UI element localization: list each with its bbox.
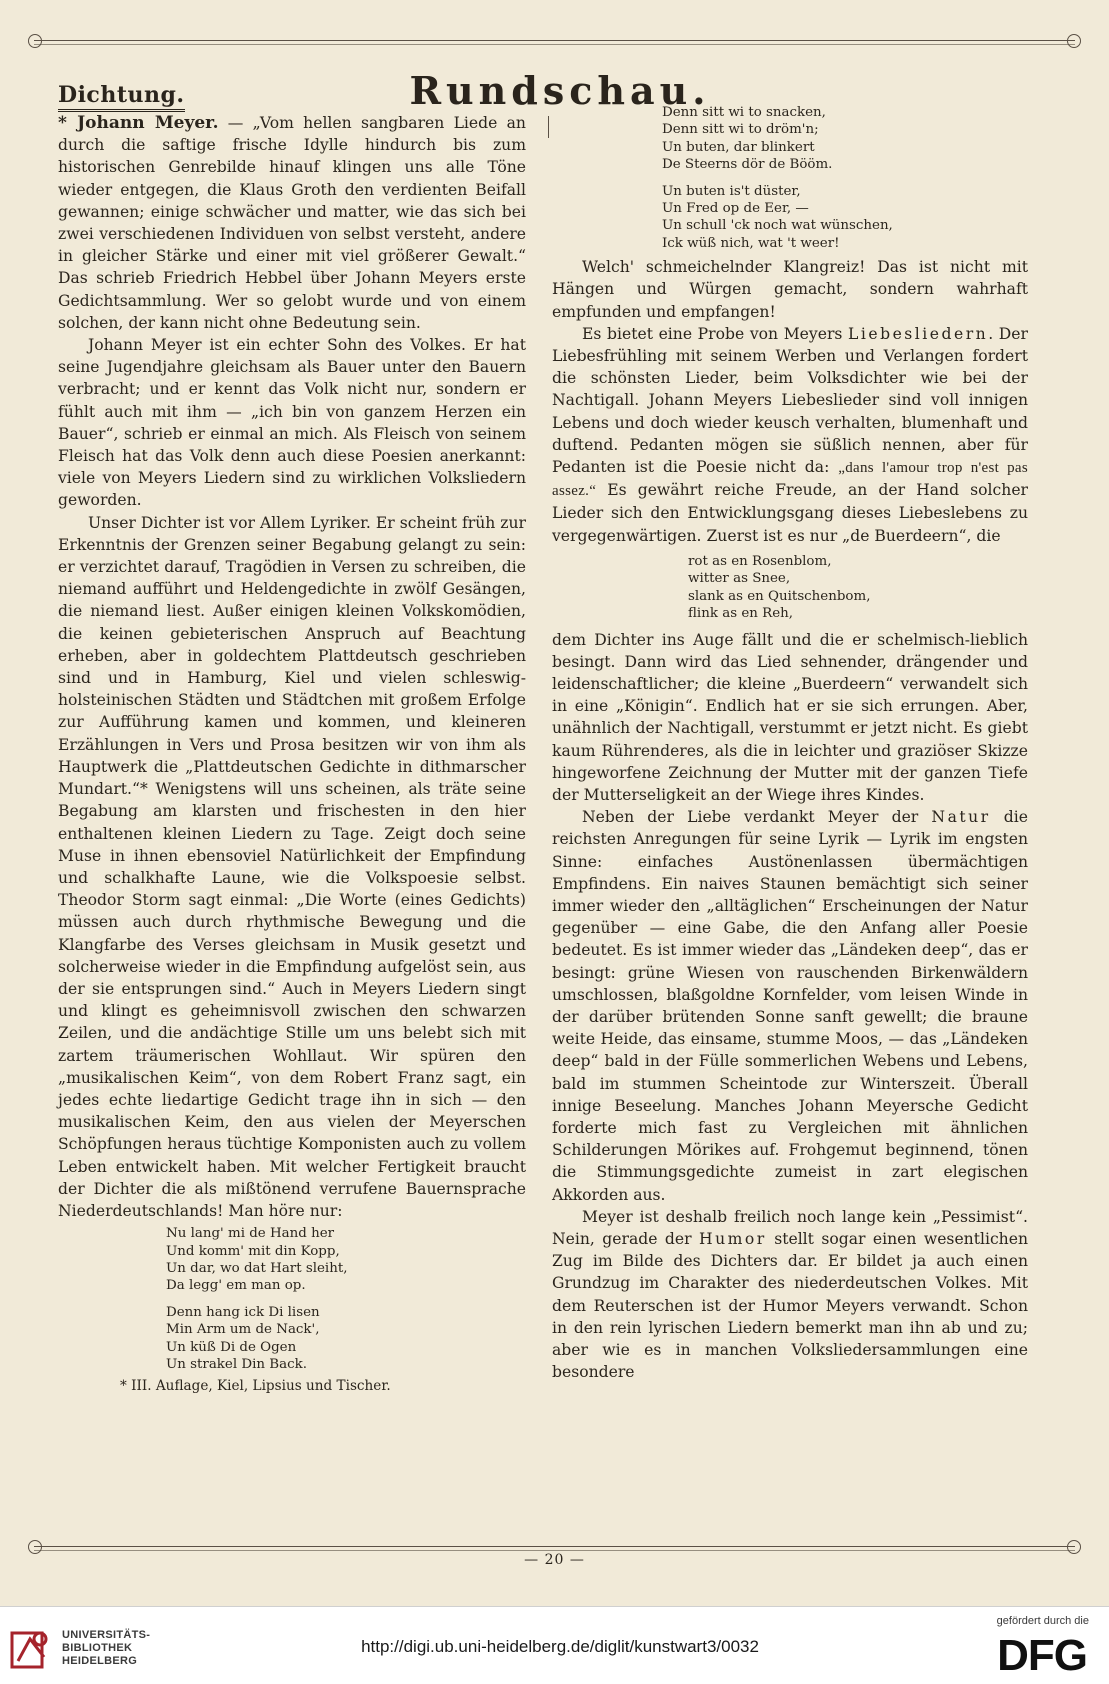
article-paragraph: Unser Dichter ist vor Allem Lyriker. Er scheint früh zur Erkenntnis der Grenzen seiner Begabung gelangt zu sein: er verzichtet darauf, Tragödien in Versen zu schreiben, die niemand aufführt und Heldengedichte in zwölf Gesängen, die niemand liest. Außer einigen kleinen Volkskomödien, die keinen gebieterischen Anspruch auf Beachtung erheben, aber in goldechtem Plattdeutsch geschrieben sind und in Hamburg, Kiel und vielen schleswig-holsteinischen Städten und Städtchen mit großem Erfolge zur Aufführung kamen und kommen, und kleineren Erzählungen in Vers und Prosa besitzen wir von ihm als Hauptwerk die „Plattdeutschen Gedichte in dithmarscher Mundart.“* Wenigstens will uns scheinen, als träte seine Begabung am klarsten und frischesten in den hier enthaltenen kleinen Liedern zu Tage. Zeigt doch seine Muse in ihnen ebensoviel Natürlichkeit der Empfindung und schalkhafte Laune, wie die Volkspoesie selbst. Theodor Storm sagt einmal: „Die Worte (eines Gedichts) müssen auch durch rhythmische Bewegung und die Klangfarbe des Verses gleichsam in Musik gesetzt und solcherweise wieder in die Empfindung aufgelöst sein, aus der sie entsprungen sind.“ Auch in Meyers Liedern singt und klingt es geheimnisvoll zwischen den schwarzen Zeilen, und die andächtige Stille um uns belebt sich mit zartem träumerischen Wohllaut. Wir spüren den „musikalischen Keim“, von dem Robert Franz sagt, ein jedes echte liedartige Gedicht trage ihn in sich — den musikalischen Keim, den aus vielen der Meyerschen Schöpfungen heraus tüchtige Komponisten auch zu vollem Leben entwickelt haben. Mit welcher Fertigkeit braucht der Dichter die als mißtönend verrufene Bauernsprache Niederdeutschlands! Man höre nur:	[58, 513, 526, 1220]
section-label: Dichtung.	[58, 82, 185, 112]
right-column	[552, 105, 1028, 1383]
corner-ornament	[1067, 34, 1081, 48]
poem-line: Un dar, wo dat Hart sleiht,	[166, 1260, 348, 1276]
poem-line: Un küß Di de Ogen	[166, 1339, 297, 1355]
permalink-url[interactable]: http://digi.ub.uni-heidelberg.de/diglit/kunstwart3/0032	[361, 1637, 759, 1656]
poem-line: rot as en Rosenblom,	[688, 553, 832, 569]
poem-line: Und komm' mit din Kopp,	[166, 1243, 340, 1259]
poem	[552, 104, 1028, 252]
poem	[552, 553, 1028, 623]
poem-line: Un buten, dar blinkert	[662, 139, 815, 155]
spaced-emphasis: Natur	[931, 808, 991, 827]
corner-ornament	[28, 34, 42, 48]
poem	[58, 1225, 526, 1373]
latin-quote: „dans l'amour trop n'est pas assez.“	[552, 460, 1028, 500]
top-rule-inner	[34, 44, 1075, 45]
poem-line: De Steerns dör de Bööm.	[662, 157, 833, 173]
poem-line: Denn hang ick Di lisen	[166, 1304, 320, 1320]
poem-line: Denn sitt wi to snacken,	[662, 105, 826, 120]
poem-line: Un schull 'ck noch wat wünschen,	[662, 218, 893, 234]
viewer-footer	[0, 1606, 1109, 1684]
university-library-name: UNIVERSITÄTS- BIBLIOTHEK HEIDELBERG	[62, 1629, 151, 1667]
poem-line: slank as en Quitschenbom,	[688, 588, 871, 604]
top-rule	[34, 40, 1075, 41]
poem-stanza	[166, 1304, 526, 1374]
poem-line: flink as en Reh,	[688, 606, 794, 622]
article-paragraph: * Johann Meyer. — „Vom hellen sangbaren Liede an durch die saftige frische Idylle hindurch bis zum historischen Genrebilde hinauf klingen uns alle Töne wieder entgegen, die Klaus Groth den verdienten Beifall gewannen; einige schwächer und matter, wie das sich bei zwei verschiedenen Individuen von selbst versteht, andere in gleicher Stärke und einer mit viel größerer Gewalt.“ Das schrieb Friedrich Hebbel über Johann Meyers erste Gedichtsammlung. Wer so gelobt wurde und von einem solchen, der kann nicht ohne Bedeutung sein.	[58, 113, 526, 332]
bottom-rule	[34, 1546, 1075, 1547]
poem-stanza	[662, 183, 1028, 253]
dfg-logo: DFG	[997, 1631, 1087, 1680]
article-paragraph: Welch' schmeichelnder Klangreiz! Das ist nicht mit Hängen und Würgen gemacht, sondern wahrhaft empfunden und empfangen!	[552, 258, 1028, 321]
article-paragraph: Meyer ist deshalb freilich noch lange kein „Pessimist“. Nein, gerade der Humor stellt sogar einen wesentlichen Zug im Bilde des Dichters dar. Er bildet ja auch einen Grundzug im Charakter des niederdeutschen Volkes. Mit dem Reuterschen ist der Humor Meyers verwandt. Schon in den rein lyrischen Liedern bemerkt man ihn ab und zu; aber wie es in manchen Volksliedersammlungen eine besondere	[552, 1207, 1028, 1382]
article-heading: * Johann Meyer.	[58, 113, 219, 133]
article-paragraph: Neben der Liebe verdankt Meyer der Natur die reichsten Anregungen für seine Lyrik — Lyrik im engsten Sinne: einfaches Austönenlassen übermächtigen Empfindens. Ein naives Staunen bemächtigt sich seiner immer wieder den „alltäglichen“ Erscheinungen der Natur gegenüber — eine Gabe, die den Anfang aller Poesie bedeutet. Es ist immer wieder das „Ländeken deep“, das er besingt: grüne Wiesen von rauschenden Birkenwäldern umschlossen, blaßgoldne Kornfelder, vom leisen Winde in der darüber brütenden Sonne sanft gewellt; die braune weite Heide, das einsame, stumme Moos, — das „Ländeken deep“ bald in der Fülle sommerlichen Webens und Lebens, bald im stummen Scheintode zur Winterszeit. Überall innige Beseelung. Manches Johann Meyersche Gedicht forderte mich fast zu Vergleichen mit ähnlichen Schilderungen Mörikes auf. Frohgemut beginnend, tönen die Stimmungsgedichte zumeist in zart elegischen Akkorden aus.	[552, 808, 1028, 1204]
poem-line: Un buten is't düster,	[662, 183, 801, 199]
funding-note: gefördert durch die	[996, 1615, 1089, 1627]
poem-line: Da legg' em man op.	[166, 1278, 306, 1294]
spaced-emphasis: Liebesliedern	[848, 324, 989, 343]
left-column	[58, 112, 526, 1395]
footnote: * III. Auflage, Kiel, Lipsius und Tischer.	[120, 1378, 391, 1395]
poem-line: Min Arm um de Nack',	[166, 1322, 320, 1338]
poem-line: witter as Snee,	[688, 571, 791, 587]
article-paragraph: dem Dichter ins Auge fällt und die er schelmisch-lieblich besingt. Dann wird das Lied sehnender, drängender und leidenschaftlicher; die kleine „Buerdeern“ verwandelt sich in eine „Königin“. Endlich hat er sie sich errungen. Aber, unähnlich der Nachtigall, verstummt er jetzt nicht. Es giebt kaum Rührenderes, als die in leichter und graziöser Skizze hingeworfene Zeichnung der Mutter mit der ganzen Tiefe der Mutterseligkeit an der Wiege ihres Kindes.	[552, 630, 1028, 804]
page-number: — 20 —	[524, 1552, 585, 1568]
poem-stanza	[166, 1225, 526, 1295]
poem-line: Un Fred op de Eer, —	[662, 201, 809, 217]
poem-line: Ick wüß nich, wat 't weer!	[662, 235, 840, 251]
article-paragraph: Johann Meyer ist ein echter Sohn des Volkes. Er hat seine Jugendjahre gleichsam als Bauer unter den Bauern verbracht; und er kennt das Volk nicht nur, sondern er fühlt auch mit ihm — „ich bin von ganzem Herzen ein Bauer“, schrieb er einmal an mich. Als Fleisch von seinem Fleisch hat das Volk denn auch diese Poesien anerkannt: viele von Meyers Liedern sind zu wirklichen Volksliedern geworden.	[58, 336, 526, 510]
masthead-title: Rundschau.	[409, 68, 711, 113]
article-paragraph: Es bietet eine Probe von Meyers Liebesliedern. Der Liebesfrühling mit seinem Werben und Verlangen fordert die schönsten Lieder, beim Volksdichter wie bei der Nachtigall. Johann Meyers Liebeslieder sind voll innigen Lebens und doch wieder keusch verhalten, blumenhaft und duftend. Pedanten mögen sie süßlich nennen, aber für Pedanten ist die Poesie nicht da: „dans l'amour trop n'est pas assez.“ Es gewährt reiche Freude, an der Hand solcher Lieder sich den Entwicklungsgang dieses Liebeslebens zu vergegenwärtigen. Zuerst ist es nur „de Buerdeern“, die	[552, 324, 1028, 545]
poem-line: Denn sitt wi to dröm'n;	[662, 122, 819, 138]
poem-line: Un strakel Din Back.	[166, 1357, 307, 1372]
university-seal-icon	[10, 1627, 54, 1671]
poem-stanza	[688, 553, 1028, 623]
poem-line: Nu lang' mi de Hand her	[166, 1226, 335, 1242]
bottom-rule-inner	[34, 1550, 1075, 1551]
spaced-emphasis: Humor	[698, 1230, 767, 1248]
poem-stanza	[662, 104, 1028, 174]
column-rule	[548, 116, 549, 138]
